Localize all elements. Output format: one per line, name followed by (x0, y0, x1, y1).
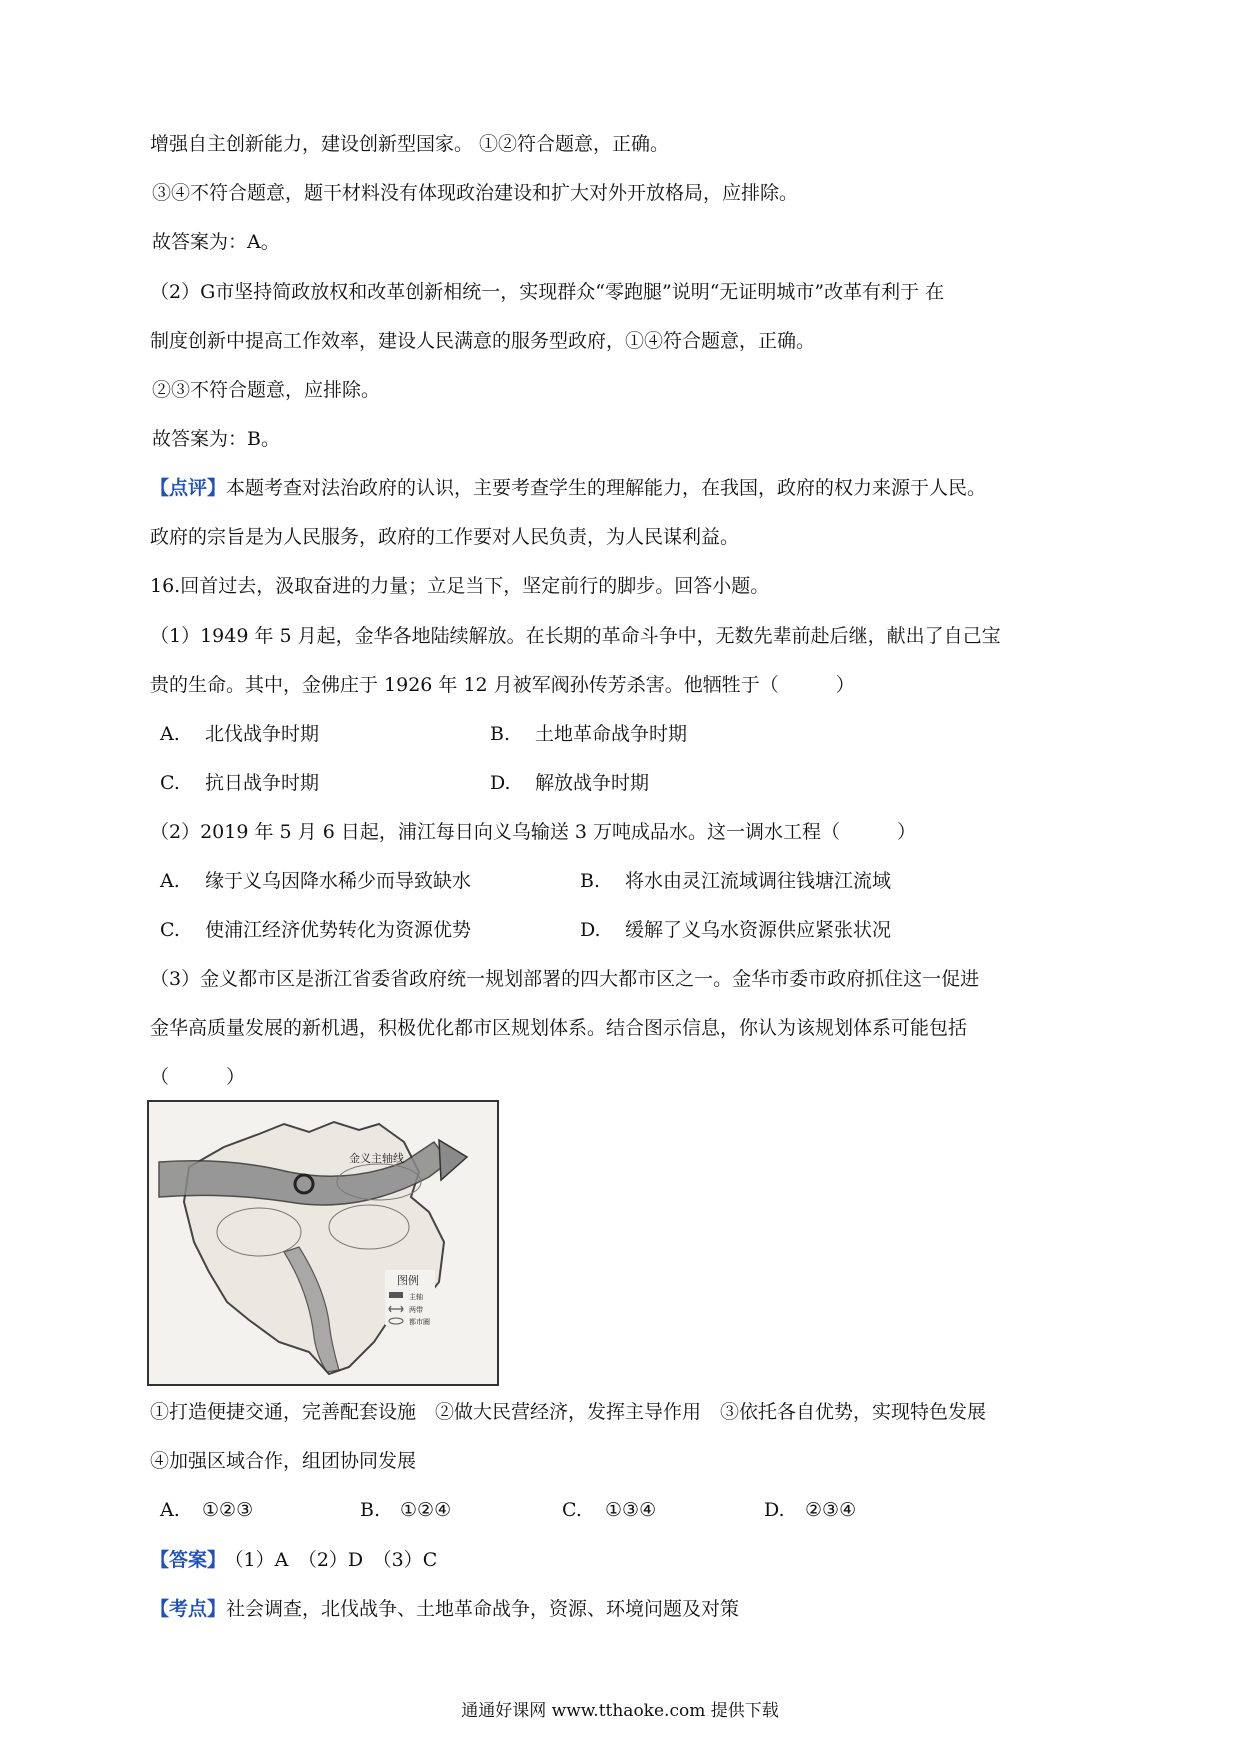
text-line: ②③不符合题意，应排除。 (152, 379, 381, 401)
option-letter: D. (490, 772, 511, 794)
axis-arrowhead (439, 1140, 467, 1180)
option-letter: D. (580, 919, 601, 941)
point-tag: 【考点】 (150, 1598, 227, 1620)
text-line: 故答案为：A。 (152, 231, 280, 253)
option-letter: C. (160, 772, 180, 794)
legend-swatch (389, 1292, 403, 1298)
legend-item: 两带 (409, 1307, 423, 1314)
statements-line-2: ④加强区域合作，组团协同发展 (150, 1450, 417, 1472)
option-letter: C. (160, 919, 180, 941)
answer-tag: 【答案】 (150, 1549, 227, 1571)
text-line: ③④不符合题意，题干材料没有体现政治建设和扩大对外开放格局，应排除。 (152, 182, 799, 204)
option-letter: A. (160, 723, 180, 745)
option-text: 使浦江经济优势转化为资源优势 (205, 919, 472, 941)
review-line (150, 474, 986, 502)
option-letter: C. (562, 1499, 582, 1521)
option-letter: D. (764, 1499, 785, 1521)
option-text: 土地革命战争时期 (535, 723, 688, 745)
option-text: ②③④ (805, 1499, 857, 1521)
option-letter: A. (160, 870, 180, 892)
answer-line (150, 1546, 437, 1574)
option-text: ①③④ (605, 1499, 657, 1521)
statements-line-1: ①打造便捷交通，完善配套设施 ②做大民营经济，发挥主导作用 ③依托各自优势，实现特色发展 (150, 1401, 987, 1423)
point-text: 社会调查，北伐战争、土地革命战争，资源、环境问题及对策 (226, 1598, 740, 1620)
axis-label: 金义主轴线 (349, 1153, 404, 1165)
text-line: 政府的宗旨是为人民服务，政府的工作要对人民负责，为人民谋利益。 (150, 526, 740, 548)
text-line: 增强自主创新能力，建设创新型国家。 ①②符合题意，正确。 (150, 133, 670, 155)
point-line (150, 1595, 739, 1623)
option-letter: B. (580, 870, 601, 892)
option-letter: A. (160, 1499, 180, 1521)
q1-stem-cont: 贵的生命。其中，金佛庄于 1926 年 12 月被军阀孙传芳杀害。他牺牲于（ ） (150, 674, 855, 696)
q3-stem: （3）金义都市区是浙江省委省政府统一规划部署的四大都市区之一。金华市委市政府抓住这一促进 (150, 968, 980, 990)
text-line: （2）G市坚持简政放权和改革创新相统一，实现群众“零跑腿”说明“无证明城市”改革有利于 在 (150, 281, 945, 303)
option-text: 缓解了义乌水资源供应紧张状况 (625, 919, 892, 941)
page-footer: 通通好课网 www.tthaoke.com 提供下载 (461, 1701, 779, 1721)
option-text: 缘于义乌因降水稀少而导致缺水 (205, 870, 472, 892)
option-text: 将水由灵江流域调往钱塘江流域 (625, 870, 892, 892)
q3-stem-cont: 金华高质量发展的新机遇，积极优化都市区规划体系。结合图示信息，你认为该规划体系可能包括 (150, 1017, 968, 1039)
q2-stem: （2）2019 年 5 月 6 日起，浦江每日向义乌输送 3 万吨成品水。这一调水工程（ ） (150, 821, 916, 843)
q3-stem-blank: （ ） (150, 1066, 246, 1088)
answer-text: （1）A （2）D （3）C (234, 1549, 438, 1571)
legend-item: 主轴 (409, 1294, 423, 1301)
legend-item: 都市圈 (409, 1319, 430, 1326)
q1-stem: （1）1949 年 5 月起，金华各地陆续解放。在长期的革命斗争中，无数先辈前赴后继，献出了自己宝 (150, 625, 1001, 647)
text-line: 制度创新中提高工作效率，建设人民满意的服务型政府，①④符合题意，正确。 (150, 330, 816, 352)
planning-map-figure (147, 1100, 499, 1386)
review-text: 本题考查对法治政府的认识，主要考查学生的理解能力，在我国，政府的权力来源于人民。 (226, 477, 987, 499)
map-svg (149, 1102, 497, 1384)
text-line: 故答案为：B。 (152, 428, 280, 450)
review-tag: 【点评】 (150, 477, 227, 499)
option-letter: B. (490, 723, 511, 745)
option-letter: B. (360, 1499, 381, 1521)
option-text: 北伐战争时期 (205, 723, 320, 745)
legend-title: 图例 (397, 1275, 419, 1287)
option-text: ①②④ (400, 1499, 452, 1521)
question-16-stem: 16.回首过去，汲取奋进的力量；立足当下，坚定前行的脚步。回答小题。 (150, 575, 770, 597)
option-text: ①②③ (202, 1499, 254, 1521)
option-text: 抗日战争时期 (205, 772, 320, 794)
option-text: 解放战争时期 (535, 772, 650, 794)
